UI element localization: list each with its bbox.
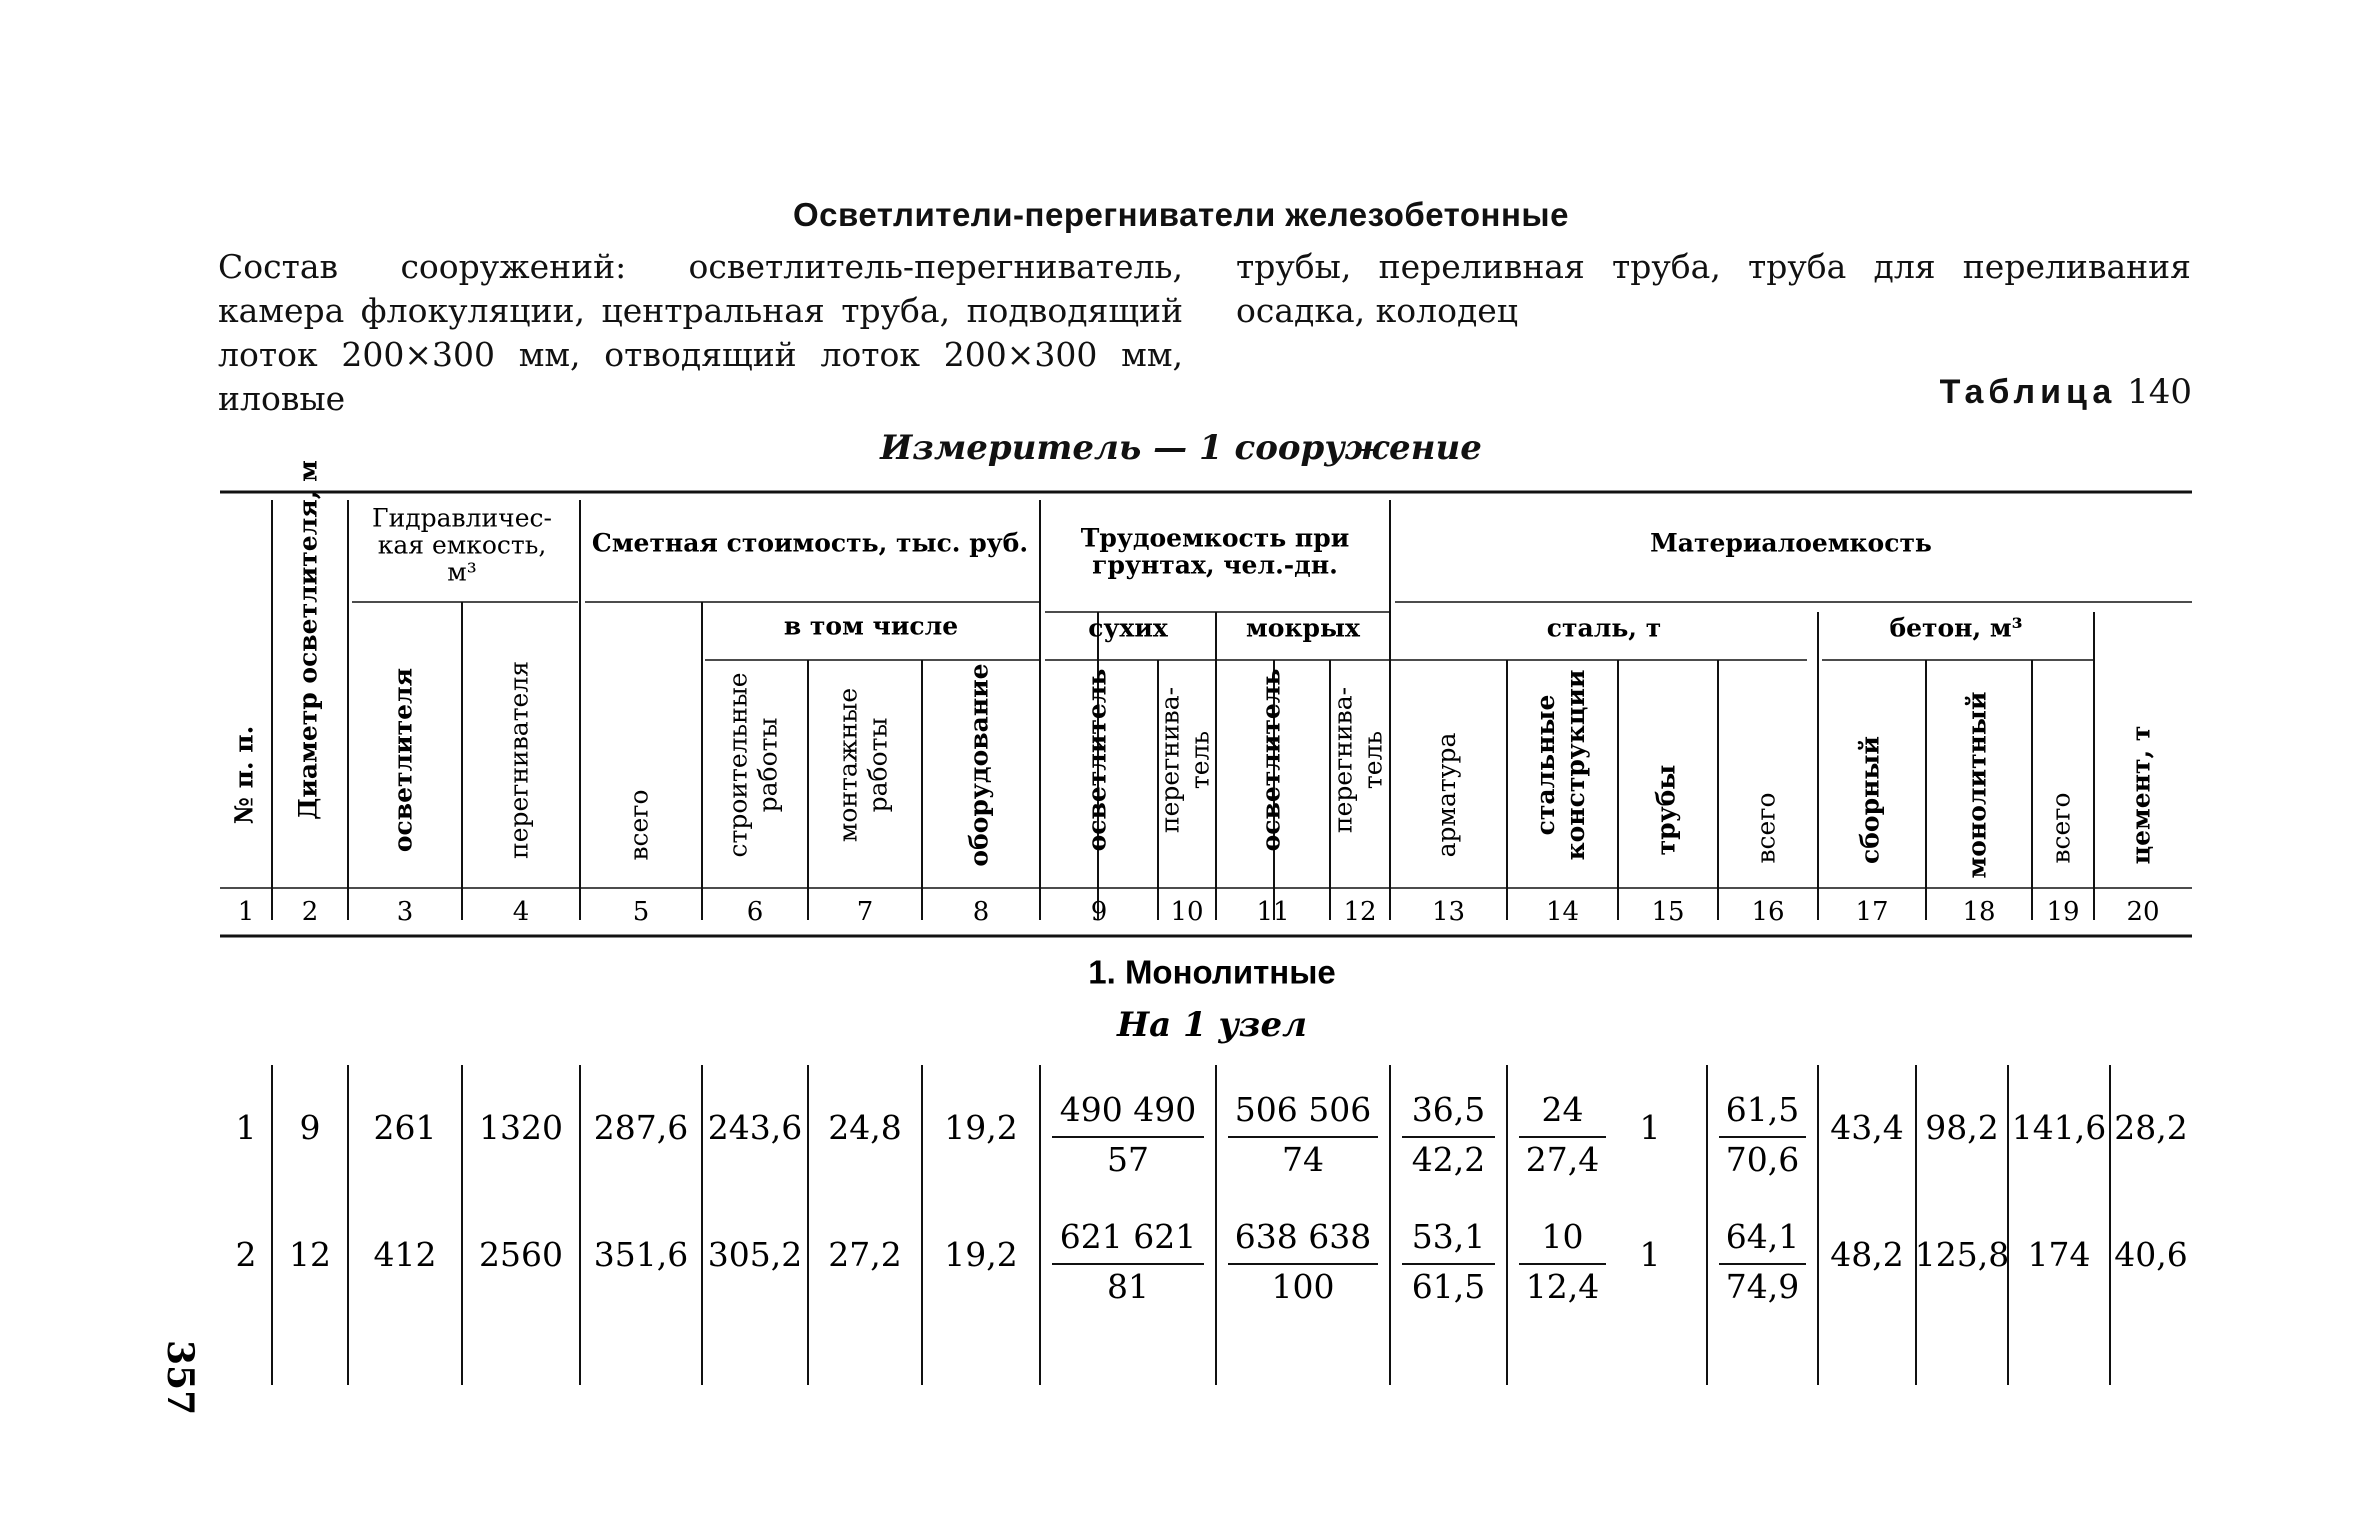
cell-2-3: 412 xyxy=(373,1235,437,1274)
cell-2-5: 351,6 xyxy=(593,1235,689,1274)
cell-1-18: 98,2 xyxy=(1925,1108,1999,1147)
cell-2-rebar-bottom: 61,5 xyxy=(1411,1267,1486,1306)
column-number-13: 13 xyxy=(1431,897,1466,927)
header-steel-structures: конструкции xyxy=(1561,669,1590,861)
cell-1-4: 1320 xyxy=(479,1108,563,1147)
header-cost-total: всего xyxy=(624,789,654,861)
header-diameter: Диаметр осветлителя, м xyxy=(293,460,323,820)
column-number-9: 9 xyxy=(1090,897,1108,927)
header-hydraulic-capacity: м³ xyxy=(447,557,477,587)
header-labor-intensity: Трудоемкость при xyxy=(1080,523,1350,553)
column-number-15: 15 xyxy=(1651,897,1685,927)
cell-2-labor-dry-top: 621 621 xyxy=(1059,1217,1197,1256)
header-including: в том числе xyxy=(783,611,959,641)
header-labor-digester: тель xyxy=(1185,730,1215,790)
cell-1-labor-wet-top: 506 506 xyxy=(1234,1090,1372,1129)
column-number-12: 12 xyxy=(1343,897,1377,927)
column-number-19: 19 xyxy=(2046,897,2080,927)
column-number-7: 7 xyxy=(856,897,874,927)
column-number-5: 5 xyxy=(632,897,650,927)
page-title: Осветлители-перегниватели железобетонные xyxy=(793,196,1569,233)
cell-2-4: 2560 xyxy=(479,1235,563,1274)
cell-1-20: 28,2 xyxy=(2114,1108,2188,1147)
column-number-3: 3 xyxy=(396,897,414,927)
cell-2-labor-wet-top: 638 638 xyxy=(1234,1217,1372,1256)
page-number: 357 xyxy=(159,1340,201,1416)
column-number-20: 20 xyxy=(2126,897,2160,927)
cell-2-labor-dry-bottom: 81 xyxy=(1107,1267,1149,1306)
column-number-2: 2 xyxy=(301,897,319,927)
header-labor-digester: перегнива- xyxy=(1328,686,1358,834)
header-wet-soils: мокрых xyxy=(1246,613,1360,643)
header-steel-structures: стальные xyxy=(1531,694,1560,836)
cell-1-steel-structures-top: 24 xyxy=(1541,1090,1584,1129)
cell-2-rebar-top: 53,1 xyxy=(1411,1217,1486,1256)
cell-1-rebar-bottom: 42,2 xyxy=(1411,1140,1486,1179)
header-estimated-cost: Сметная стоимость, тыс. руб. xyxy=(591,528,1029,558)
header-precast: сборный xyxy=(1855,736,1885,864)
header-hydraulic-capacity: кая емкость, xyxy=(377,530,547,560)
cell-2-1: 2 xyxy=(235,1235,257,1274)
column-number-8: 8 xyxy=(972,897,990,927)
header-labor-intensity: грунтах, чел.-дн. xyxy=(1092,550,1338,580)
header-cement: цемент, т xyxy=(2126,725,2156,865)
column-number-10: 10 xyxy=(1170,897,1204,927)
cell-1-steel-total-bottom: 70,6 xyxy=(1725,1140,1800,1179)
cell-1-5: 287,6 xyxy=(593,1108,689,1147)
column-number-18: 18 xyxy=(1962,897,1996,927)
cell-1-6: 243,6 xyxy=(707,1108,803,1147)
column-number-14: 14 xyxy=(1545,897,1580,927)
header-rebar: арматура xyxy=(1432,732,1461,858)
intro-text-right: трубы, переливная труба, труба для переливания осадка, колодец xyxy=(1236,247,2191,330)
cell-1-1: 1 xyxy=(235,1108,257,1147)
header-labor-clarifier: осветлитель xyxy=(1256,668,1286,852)
header-clarifier-capacity: осветлителя xyxy=(388,667,418,853)
header-concrete: бетон, м³ xyxy=(1889,613,2023,643)
column-number-4: 4 xyxy=(512,897,530,927)
cell-1-7: 24,8 xyxy=(828,1108,902,1147)
cell-2-pipes: 1 xyxy=(1639,1235,1661,1274)
header-construction-works: строительные xyxy=(723,672,753,858)
cell-2-20: 40,6 xyxy=(2114,1235,2188,1274)
column-number-17: 17 xyxy=(1855,897,1889,927)
header-labor-digester: перегнива- xyxy=(1155,686,1185,834)
cell-2-steel-structures-top: 10 xyxy=(1541,1217,1584,1256)
header-dry-soils: сухих xyxy=(1088,613,1168,643)
cell-1-pipes: 1 xyxy=(1639,1108,1661,1147)
section-subtitle: На 1 узел xyxy=(1116,1005,1308,1045)
cell-1-17: 43,4 xyxy=(1830,1108,1904,1147)
cell-2-19: 174 xyxy=(2027,1235,2091,1274)
header-labor-clarifier: осветлитель xyxy=(1082,668,1112,852)
header-hydraulic-capacity: Гидравличес- xyxy=(372,503,552,533)
column-number-6: 6 xyxy=(746,897,764,927)
cell-1-labor-dry-bottom: 57 xyxy=(1107,1140,1149,1179)
cell-2-steel-total-bottom: 74,9 xyxy=(1725,1267,1800,1306)
header-concrete-total: всего xyxy=(2046,792,2076,864)
cell-2-18: 125,8 xyxy=(1914,1235,2010,1274)
table-meter: Измеритель — 1 сооружение xyxy=(880,428,1482,468)
header-digester-capacity: перегнивателя xyxy=(504,661,534,859)
header-installation-works: работы xyxy=(863,717,893,813)
cell-2-8: 19,2 xyxy=(944,1235,1018,1274)
cell-1-steel-total-top: 61,5 xyxy=(1725,1090,1800,1129)
header-installation-works: монтажные xyxy=(833,687,863,843)
cell-2-steel-total-top: 64,1 xyxy=(1725,1217,1800,1256)
header-material-intensity: Материалоемкость xyxy=(1650,528,1932,558)
column-number-11: 11 xyxy=(1256,897,1290,927)
cell-1-19: 141,6 xyxy=(2011,1108,2107,1147)
table-label: Таблица xyxy=(1939,373,2117,411)
header-steel: сталь, т xyxy=(1546,613,1662,643)
cell-2-2: 12 xyxy=(289,1235,331,1274)
cell-2-labor-wet-bottom: 100 xyxy=(1271,1267,1335,1306)
intro-text-left: Состав сооружений: осветлитель-перегниватель, камера флокуляции, центральная труба, подводящий лоток 200×300 мм, отводящий лоток 200×300 мм, иловые xyxy=(218,247,1183,418)
header-equipment: оборудование xyxy=(964,663,994,867)
header-number: № п. п. xyxy=(229,725,259,825)
header-monolithic: монолитный xyxy=(1962,691,1992,879)
column-number-16: 16 xyxy=(1751,897,1785,927)
cell-1-2: 9 xyxy=(299,1108,321,1147)
section-title: 1. Монолитные xyxy=(1088,953,1336,991)
cell-2-17: 48,2 xyxy=(1830,1235,1904,1274)
cell-2-7: 27,2 xyxy=(828,1235,902,1274)
cell-1-labor-wet-bottom: 74 xyxy=(1282,1140,1324,1179)
cell-1-rebar-top: 36,5 xyxy=(1411,1090,1486,1129)
cell-1-8: 19,2 xyxy=(944,1108,1018,1147)
cell-1-steel-structures-bottom: 27,4 xyxy=(1525,1140,1600,1179)
header-steel-total: всего xyxy=(1751,792,1781,864)
column-number-1: 1 xyxy=(237,897,255,927)
header-labor-digester: тель xyxy=(1358,730,1388,790)
cell-1-3: 261 xyxy=(373,1108,437,1147)
table-number: 140 xyxy=(2127,372,2192,412)
header-pipes: трубы xyxy=(1651,764,1681,856)
header-construction-works: работы xyxy=(753,717,783,813)
cell-1-labor-dry-top: 490 490 xyxy=(1059,1090,1197,1129)
cell-2-6: 305,2 xyxy=(707,1235,803,1274)
cell-2-steel-structures-bottom: 12,4 xyxy=(1525,1267,1600,1306)
